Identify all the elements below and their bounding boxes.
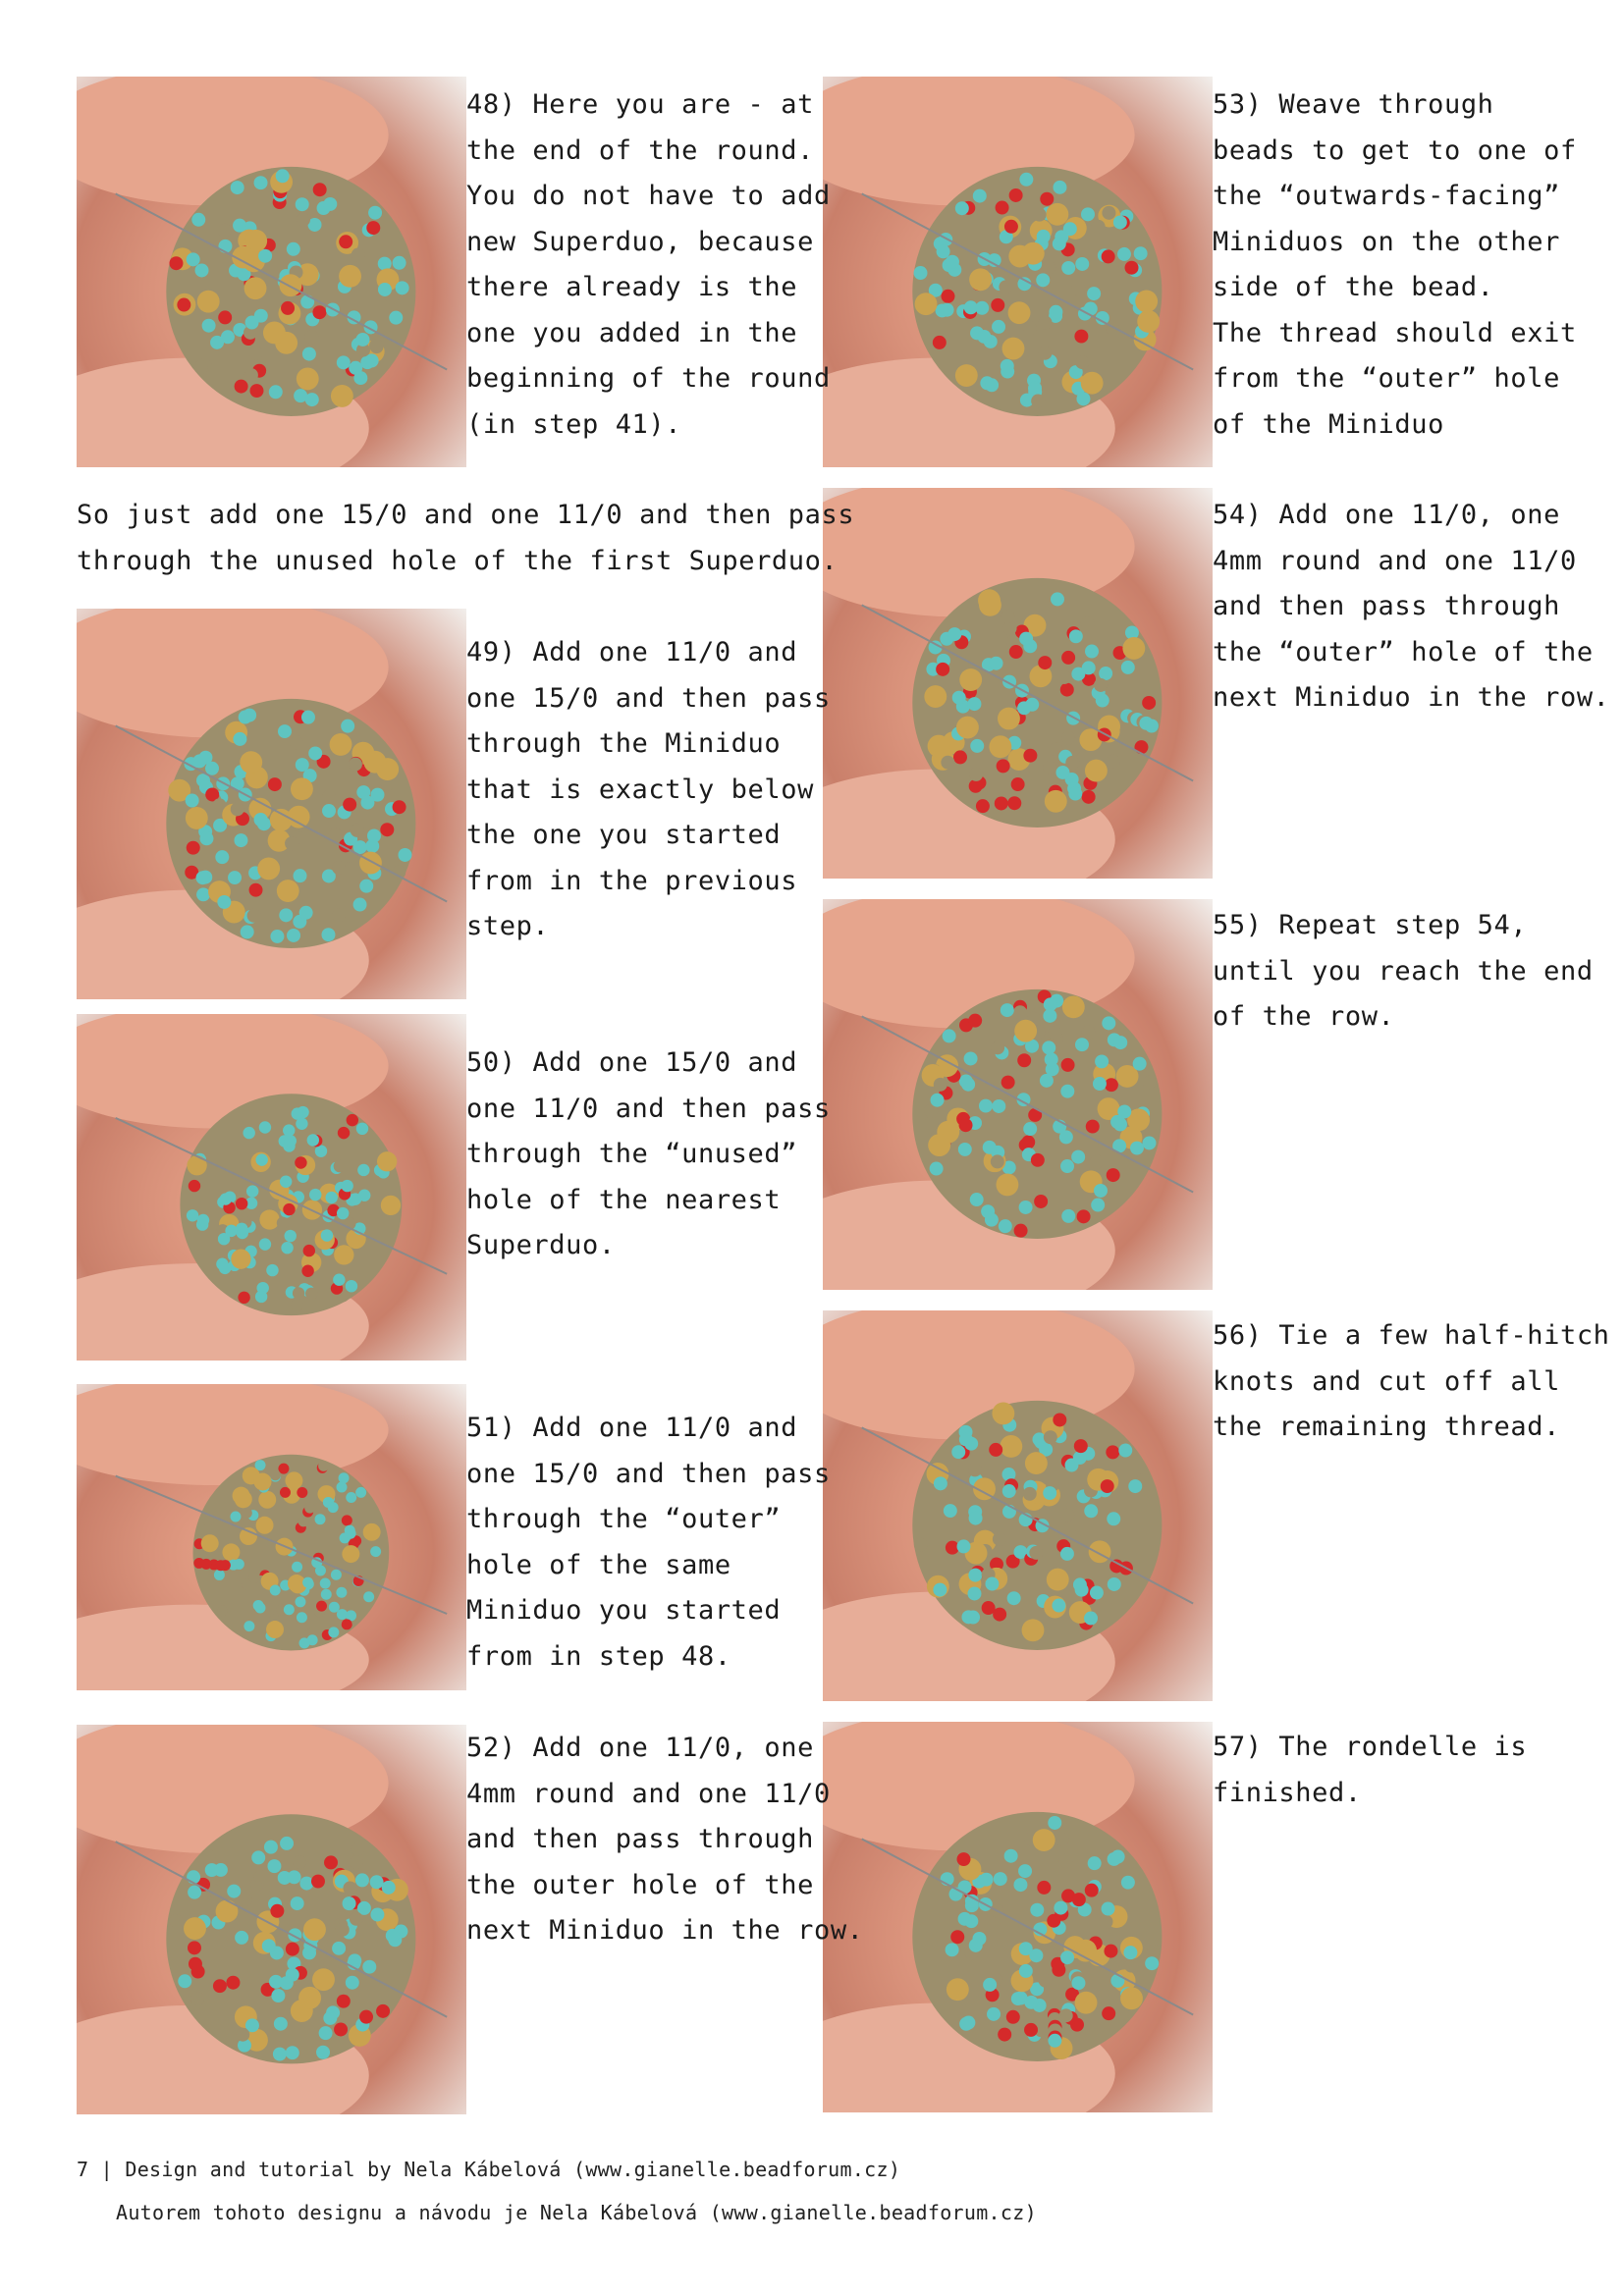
photo-step-48 [77,77,466,467]
step-51-text: 51) Add one 11/0 and one 15/0 and then pass through the “outer” hole of the same Miniduo you started from in step 48. [466,1413,831,1672]
step-48-continuation: So just add one 15/0 and one 11/0 and then pass through the unused hole of the first Superduo. [77,500,855,576]
photo-step-50 [77,1014,466,1361]
footer-credit: 7 | Design and tutorial by Nela Kábelová (www.gianelle.beadforum.cz) [77,2158,901,2181]
photo-step-53 [823,77,1213,467]
step-53-text: 53) Weave through beads to get to one of the “outwards-facing” Miniduos on the other side of the bead. The thread should exit from the “outer” hole of the Miniduo [1213,89,1577,440]
beaded-bead-illustration [823,77,1213,467]
beaded-bead-illustration [823,899,1213,1290]
beaded-bead-illustration [823,1310,1213,1701]
step-57-text: 57) The rondelle is finished. [1213,1732,1528,1808]
photo-step-51 [77,1384,466,1690]
photo-step-54 [823,488,1213,879]
step-48-text: 48) Here you are - at the end of the round. You do not have to add new Superduo, because there already is the one you added in the beginning of the round (in step 41). [466,89,831,440]
step-50-text: 50) Add one 15/0 and one 11/0 and then pass through the “unused” hole of the nearest Superduo. [466,1047,831,1260]
beaded-bead-illustration [823,1722,1213,2112]
beaded-bead-illustration [77,1384,466,1690]
beaded-bead-illustration [823,488,1213,879]
photo-step-52 [77,1725,466,2114]
photo-step-49 [77,609,466,999]
photo-step-55 [823,899,1213,1290]
beaded-bead-illustration [77,609,466,999]
photo-step-56 [823,1310,1213,1701]
photo-step-57 [823,1722,1213,2112]
step-52-text: 52) Add one 11/0, one 4mm round and one 11/0 and then pass through the outer hole of the next Miniduo in the row. [466,1733,864,1946]
footer-credit-czech: Autorem tohoto designu a návodu je Nela Kábelová (www.gianelle.beadforum.cz) [116,2201,1037,2224]
step-54-text: 54) Add one 11/0, one 4mm round and one 11/0 and then pass through the “outer” hole of the next Miniduo in the row. [1213,500,1610,713]
beaded-bead-illustration [77,1725,466,2114]
step-55-text: 55) Repeat step 54, until you reach the end of the row. [1213,910,1594,1032]
step-56-text: 56) Tie a few half-hitch knots and cut off all the remaining thread. [1213,1320,1610,1442]
beaded-bead-illustration [77,1014,466,1361]
beaded-bead-illustration [77,77,466,467]
step-49-text: 49) Add one 11/0 and one 15/0 and then pass through the Miniduo that is exactly below the one you started from in the previous step. [466,637,831,941]
